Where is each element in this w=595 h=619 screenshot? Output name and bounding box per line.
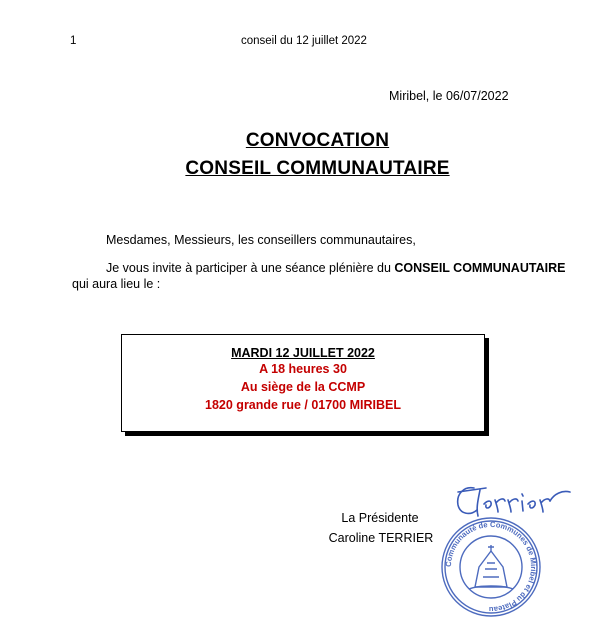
official-stamp — [439, 515, 543, 619]
meeting-address: 1820 grande rue / 01700 MIRIBEL — [205, 398, 401, 412]
meeting-location: Au siège de la CCMP — [240, 380, 366, 394]
meeting-date: MARDI 12 JUILLET 2022 — [231, 346, 375, 360]
meeting-box — [121, 334, 485, 432]
place-date: Miribel, le 06/07/2022 — [389, 89, 509, 103]
invite-paragraph — [106, 261, 565, 275]
page-number: 1 — [70, 35, 77, 47]
signatory-role: La Présidente — [341, 511, 419, 525]
meeting-time: A 18 heures 30 — [259, 362, 347, 376]
document-title: CONVOCATION — [245, 130, 390, 151]
invite-prefix: Je vous invite à participer à une séance plénière du — [106, 261, 395, 275]
signatory-name: Caroline TERRIER — [328, 531, 434, 545]
stamp-text: Communauté de Communes de Miribel et du Plateau — [443, 519, 539, 615]
salutation: Mesdames, Messieurs, les conseillers communautaires, — [106, 233, 416, 247]
running-title: conseil du 12 juillet 2022 — [241, 35, 367, 47]
invite-line2: qui aura lieu le : — [72, 277, 161, 291]
document-subtitle: CONSEIL COMMUNAUTAIRE — [185, 158, 450, 179]
invite-bold: CONSEIL COMMUNAUTAIRE — [394, 261, 566, 275]
